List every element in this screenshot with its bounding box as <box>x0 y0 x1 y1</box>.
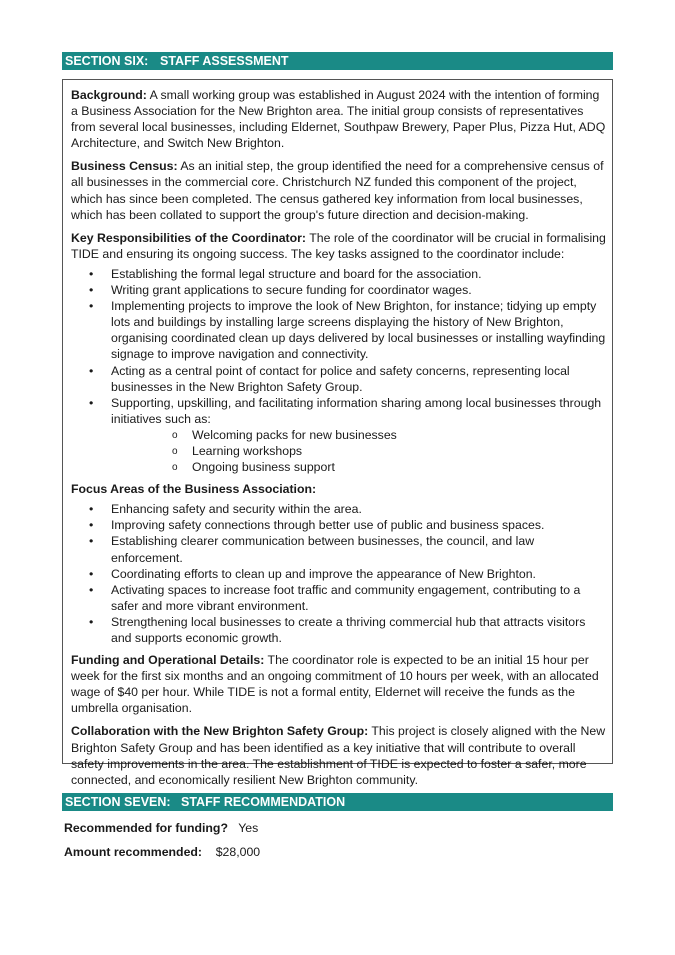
focus-label: Focus Areas of the Business Association: <box>71 482 317 497</box>
staff-assessment-box <box>62 79 613 787</box>
list-item: • Establishing clearer communication between businesses, the council, and law enforcement. <box>71 533 606 565</box>
funding-question-label: Recommended for funding? <box>64 821 228 835</box>
list-item: • Enhancing safety and security within the area. <box>71 501 606 517</box>
census-paragraph <box>71 158 606 222</box>
list-item: • Implementing projects to improve the look of New Brighton, for instance; tidying up empty lots and buildings by installing large screens displaying the history of New Brighton, organising coordinated clean up days delivered by local businesses or installing wayfinding signage to improve navigation and connectivity. <box>71 298 606 362</box>
section-title: STAFF RECOMMENDATION <box>181 795 346 809</box>
focus-list <box>71 501 606 646</box>
list-item: • Establishing the formal legal structure and board for the association. <box>71 266 606 282</box>
list-item: • Strengthening local businesses to create a thriving commercial hub that attracts visitors and supports economic growth. <box>71 614 606 646</box>
background-paragraph <box>71 87 606 151</box>
collaboration-label: Collaboration with the New Brighton Safety Group: <box>71 724 369 739</box>
list-item-text: Supporting, upskilling, and facilitating information sharing among local businesses through initiatives such as: <box>111 395 602 426</box>
list-item <box>71 395 606 475</box>
focus-heading <box>71 481 606 497</box>
section-title: STAFF ASSESSMENT <box>160 54 289 68</box>
amount-value: $28,000 <box>215 845 261 859</box>
collaboration-text: This project is closely aligned with the New Brighton Safety Group and has been identified as a key initiative that will contribute to overall safety improvements in the area. The establishment of TIDE is expected to foster a safer, more connected, and economically resilient New Brighton community. <box>71 724 606 787</box>
funding-label: Funding and Operational Details: <box>71 653 265 668</box>
background-label: Background: <box>71 88 147 102</box>
collaboration-paragraph <box>71 723 606 787</box>
sub-list-item: o Learning workshops <box>111 443 606 459</box>
amount-recommended <box>64 845 260 859</box>
responsibilities-paragraph <box>71 230 606 262</box>
funding-answer: Yes <box>238 821 259 835</box>
section-number: SECTION SEVEN: <box>65 795 171 809</box>
section-seven-header <box>62 793 613 811</box>
recommended-for-funding <box>64 821 258 835</box>
responsibilities-label: Key Responsibilities of the Coordinator: <box>71 230 307 245</box>
responsibilities-text: The role of the coordinator will be crucial in formalising TIDE and ensuring its ongoing success. The key tasks assigned to the coordinator include: <box>71 230 606 261</box>
list-item: • Improving safety connections through better use of public and business spaces. <box>71 517 606 533</box>
list-item: • Coordinating efforts to clean up and improve the appearance of New Brighton. <box>71 566 606 582</box>
list-item: • Activating spaces to increase foot traffic and community engagement, contributing to a safer and more vibrant environment. <box>71 582 606 614</box>
sub-list-item: o Welcoming packs for new businesses <box>111 427 606 443</box>
initiatives-sublist <box>111 427 606 475</box>
responsibilities-list <box>71 266 606 475</box>
funding-text: The coordinator role is expected to be an initial 15 hour per week for the first six months and an ongoing commitment of 10 hours per week, with an allocated wage of $40 per hour. While TIDE is not a formal entity, Eldernet will receive the funds as the umbrella organisation. <box>71 653 599 716</box>
section-number: SECTION SIX: <box>65 54 149 68</box>
list-item: • Acting as a central point of contact for police and safety concerns, representing local businesses in the New Brighton Safety Group. <box>71 363 606 395</box>
sub-list-item: o Ongoing business support <box>111 459 606 475</box>
section-six-header <box>62 52 613 70</box>
census-text: As an initial step, the group identified the need for a comprehensive census of all businesses in the commercial core. Christchurch NZ funded this component of the project, which has since been completed. The census gathered key information from local businesses, which has been collated to support the group's future direction and decision-making. <box>71 159 604 222</box>
funding-paragraph <box>71 652 606 716</box>
list-item: • Writing grant applications to secure funding for coordinator wages. <box>71 282 606 298</box>
amount-label: Amount recommended: <box>64 845 203 859</box>
census-label: Business Census: <box>71 159 178 174</box>
background-text: A small working group was established in August 2024 with the intention of forming a Business Association for the New Brighton area. The initial group consists of representatives from several local businesses, including Eldernet, Southpaw Brewery, Paper Plus, Pizza Hut, ADQ Architecture, and Switch New Brighton. <box>71 88 606 151</box>
